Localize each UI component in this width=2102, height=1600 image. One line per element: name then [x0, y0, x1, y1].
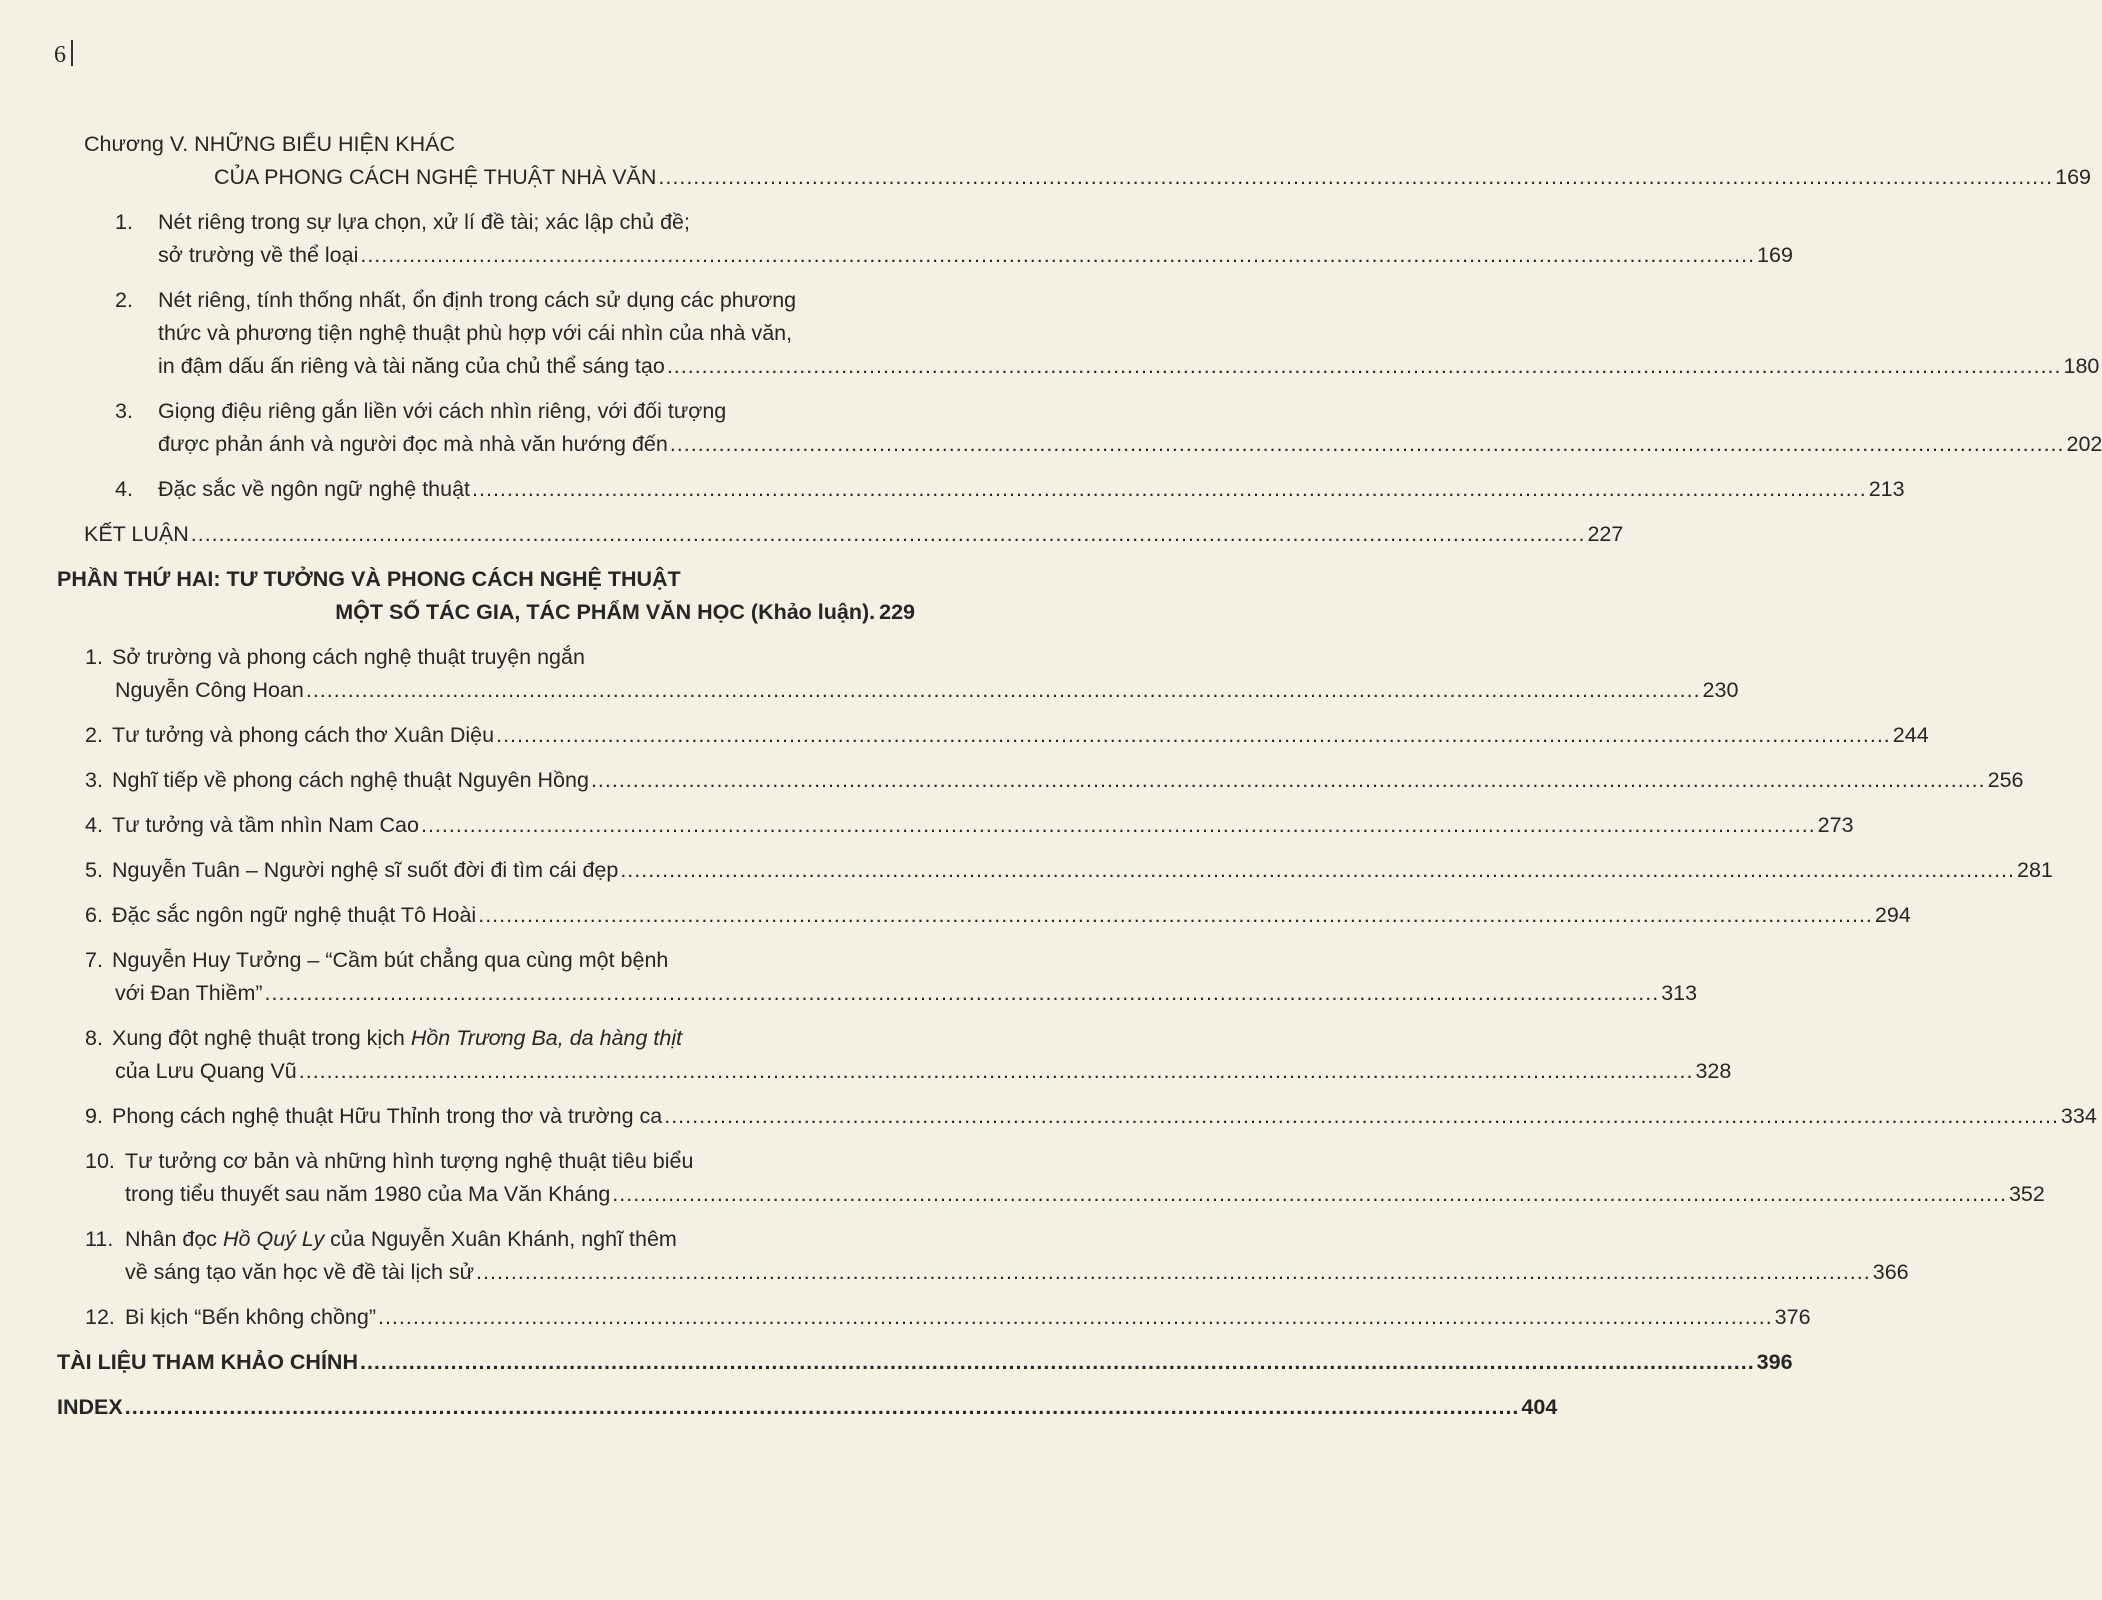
toc-page-number: 169	[1757, 243, 1793, 267]
toc-entry[interactable]	[0, 719, 1929, 752]
toc-entry-title: INDEX	[57, 1395, 123, 1419]
toc-entry-title: Bi kịch “Bến không chồng”	[125, 1305, 376, 1329]
toc-page-number: 328	[1695, 1059, 1732, 1083]
toc-entry-line	[0, 1100, 2097, 1133]
toc-entry-line	[0, 944, 1000, 977]
toc-entry[interactable]	[0, 764, 2024, 797]
toc-entry-line	[0, 518, 1624, 551]
toc-page-number: 366	[1872, 1260, 1909, 1284]
toc-entry-number: 9.	[85, 1104, 103, 1128]
toc-entry[interactable]	[0, 395, 2102, 461]
toc-page-number: 244	[1892, 723, 1929, 747]
toc-entry-title: trong tiểu thuyết sau năm 1980 của Ma Văn Kháng	[125, 1182, 611, 1206]
dot-leader: ........................................................................................................................................................................................................	[476, 1260, 1871, 1284]
toc-entry-line	[0, 1145, 1000, 1178]
toc-entry-title: in đậm dấu ấn riêng và tài năng của chủ thể sáng tạo	[158, 354, 665, 378]
toc-entry-number: 6.	[85, 903, 103, 927]
toc-entry[interactable]	[0, 1022, 1732, 1088]
toc-entry-line	[0, 674, 1739, 707]
toc-entry-line	[0, 239, 1793, 272]
toc-entry-line	[0, 350, 2100, 383]
toc-entry-title: TÀI LIỆU THAM KHẢO CHÍNH	[57, 1350, 358, 1374]
dot-leader: ........................................................................................................................................................................................................	[264, 981, 1660, 1005]
toc-page-number: 230	[1702, 678, 1739, 702]
toc-entry-title: Đặc sắc ngôn ngữ nghệ thuật Tô Hoài	[112, 903, 477, 927]
toc-entry-number: 1.	[115, 210, 133, 234]
toc-page-number: 202	[2066, 432, 2102, 456]
page-number-rule	[71, 40, 73, 66]
toc-entry-line	[0, 809, 1854, 842]
dot-leader: ........................................................................................................................................................................................................	[669, 432, 2065, 456]
toc-entry-line	[0, 854, 2053, 887]
dot-leader: ........................................................................................................................................................................................................	[590, 768, 1986, 792]
toc-page-number: 313	[1661, 981, 1698, 1005]
toc-entry-line	[0, 1301, 1811, 1334]
table-of-contents	[0, 128, 2102, 1424]
toc-entry[interactable]	[0, 854, 2053, 887]
toc-entry[interactable]	[0, 944, 1698, 1010]
toc-entry-line	[0, 899, 1911, 932]
toc-entry-title: MỘT SỐ TÁC GIA, TÁC PHẨM VĂN HỌC (Khảo luận).	[335, 600, 876, 624]
toc-entry-title: Sở trường và phong cách nghệ thuật truyện ngắn	[112, 645, 585, 669]
toc-page-number: 256	[1987, 768, 2024, 792]
dot-leader: ........................................................................................................................................................................................................	[305, 678, 1701, 702]
toc-entry-line	[0, 1178, 2045, 1211]
toc-entry[interactable]	[0, 641, 1739, 707]
toc-page-number: 396	[1756, 1350, 1793, 1374]
dot-leader: ........................................................................................................................................................................................................	[472, 477, 1867, 501]
toc-entry[interactable]	[0, 1346, 1793, 1379]
toc-entry-title: sở trường về thể loại	[158, 243, 359, 267]
toc-entry-number: 1.	[85, 645, 103, 669]
toc-entry[interactable]	[0, 1301, 1811, 1334]
toc-entry-title: Chương V. NHỮNG BIỂU HIỆN KHÁC	[84, 132, 456, 156]
toc-entry-title: Đặc sắc về ngôn ngữ nghệ thuật	[158, 477, 471, 501]
toc-entry-line	[0, 1256, 1909, 1289]
toc-entry-line	[0, 1022, 1000, 1055]
italic-title: Hồn Trương Ba, da hàng thịt	[410, 1026, 683, 1050]
page-number-text: 6	[54, 42, 66, 68]
toc-entry[interactable]	[0, 809, 1854, 842]
toc-entry-line	[0, 161, 2091, 194]
toc-entry-title: được phản ánh và người đọc mà nhà văn hướng đến	[158, 432, 668, 456]
toc-entry-title: về sáng tạo văn học về đề tài lịch sử	[125, 1260, 475, 1284]
toc-entry-number: 2.	[85, 723, 103, 747]
toc-entry-title: Nguyễn Công Hoan	[115, 678, 304, 702]
toc-page-number: 169	[2055, 165, 2091, 189]
toc-entry-title: KẾT LUẬN	[84, 522, 189, 546]
toc-entry[interactable]	[0, 563, 1000, 629]
toc-entry-line	[0, 284, 1000, 317]
toc-entry-line	[0, 317, 1000, 350]
dot-leader: ........................................................................................................................................................................................................	[360, 243, 1756, 267]
toc-entry-title: Giọng điệu riêng gắn liền với cách nhìn riêng, với đối tượng	[158, 399, 727, 423]
toc-page-number: 334	[2060, 1104, 2097, 1128]
italic-title: Hồ Quý Ly	[223, 1227, 325, 1251]
dot-leader: ........................................................................................................................................................................................................	[666, 354, 2062, 378]
toc-entry-line	[0, 206, 1000, 239]
toc-page-number: 294	[1874, 903, 1911, 927]
toc-entry-title: PHẦN THỨ HAI: TƯ TƯỞNG VÀ PHONG CÁCH NGHỆ THUẬT	[57, 567, 681, 591]
toc-entry-title: Phong cách nghệ thuật Hữu Thỉnh trong thơ và trường ca	[112, 1104, 663, 1128]
toc-entry[interactable]	[0, 284, 2100, 383]
toc-entry-line	[0, 428, 2102, 461]
toc-entry-title: Xung đột nghệ thuật trong kịch Hồn Trương Ba, da hàng thịt	[112, 1026, 683, 1050]
toc-entry-number: 10.	[85, 1149, 115, 1173]
toc-entry-number: 11.	[85, 1227, 114, 1251]
toc-entry-line	[0, 1223, 1000, 1256]
dot-leader: ........................................................................................................................................................................................................	[377, 1305, 1773, 1329]
toc-entry-line	[0, 395, 1000, 428]
toc-entry-line	[0, 128, 1000, 161]
toc-entry-number: 3.	[85, 768, 103, 792]
page-number	[54, 40, 73, 69]
toc-entry-title: CỦA PHONG CÁCH NGHỆ THUẬT NHÀ VĂN	[214, 165, 657, 189]
toc-entry-line	[0, 641, 1000, 674]
toc-entry-line	[0, 1055, 1732, 1088]
toc-entry-title: Tư tưởng cơ bản và những hình tượng nghệ thuật tiêu biểu	[125, 1149, 694, 1173]
toc-entry-title: Tư tưởng và tầm nhìn Nam Cao	[112, 813, 419, 837]
toc-entry-number: 7.	[85, 948, 103, 972]
toc-entry-number: 8.	[85, 1026, 103, 1050]
toc-entry-line	[0, 1391, 1558, 1424]
toc-entry-title: của Lưu Quang Vũ	[115, 1059, 297, 1083]
dot-leader: ........................................................................................................................................................................................................	[612, 1182, 2007, 1206]
toc-entry-line	[0, 977, 1698, 1010]
toc-entry[interactable]	[0, 899, 1911, 932]
toc-entry-title: Nguyễn Huy Tưởng – “Cầm bút chẳng qua cùng một bệnh	[112, 948, 669, 972]
toc-page-number: 229	[879, 600, 915, 624]
toc-entry-title: Nét riêng trong sự lựa chọn, xử lí đề tài; xác lập chủ đề;	[158, 210, 690, 234]
dot-leader: ........................................................................................................................................................................................................	[124, 1395, 1520, 1419]
toc-entry[interactable]	[0, 1223, 1909, 1289]
dot-leader: ........................................................................................................................................................................................................	[359, 1350, 1755, 1374]
toc-entry[interactable]	[0, 1391, 1558, 1424]
toc-entry-line	[0, 596, 1000, 629]
toc-entry-title: với Đan Thiềm”	[115, 981, 263, 1005]
toc-entry-number: 4.	[85, 813, 103, 837]
toc-entry[interactable]	[0, 1145, 2045, 1211]
dot-leader: ........................................................................................................................................................................................................	[478, 903, 1873, 927]
dot-leader: ........................................................................................................................................................................................................	[664, 1104, 2059, 1128]
toc-page-number: 213	[1868, 477, 1905, 501]
toc-page-number: 376	[1774, 1305, 1811, 1329]
toc-entry-title: Nhân đọc Hồ Quý Ly của Nguyễn Xuân Khánh, nghĩ thêm	[125, 1227, 677, 1251]
toc-entry-number: 2.	[115, 288, 133, 312]
toc-page-number: 227	[1587, 522, 1624, 546]
toc-entry-line	[0, 764, 2024, 797]
toc-entry-line	[0, 719, 1929, 752]
toc-entry-number: 3.	[115, 399, 133, 423]
toc-entry-line	[0, 563, 1000, 596]
toc-entry[interactable]	[0, 206, 1793, 272]
toc-entry[interactable]	[0, 128, 2091, 194]
toc-page-number: 273	[1817, 813, 1854, 837]
toc-entry-line	[0, 1346, 1793, 1379]
toc-page-number: 352	[2008, 1182, 2045, 1206]
toc-entry-number: 12.	[85, 1305, 115, 1329]
dot-leader: ........................................................................................................................................................................................................	[620, 858, 2015, 882]
toc-entry-number: 5.	[85, 858, 103, 882]
dot-leader: ........................................................................................................................................................................................................	[190, 522, 1586, 546]
toc-page-number: 180	[2063, 354, 2100, 378]
toc-entry-title: Nguyễn Tuân – Người nghệ sĩ suốt đời đi tìm cái đẹp	[112, 858, 619, 882]
dot-leader: ........................................................................................................................................................................................................	[496, 723, 1891, 747]
toc-entry[interactable]	[0, 1100, 2097, 1133]
toc-entry-title: Nghĩ tiếp về phong cách nghệ thuật Nguyên Hồng	[112, 768, 589, 792]
toc-entry[interactable]	[0, 473, 1905, 506]
dot-leader: ........................................................................................................................................................................................................	[658, 165, 2054, 189]
toc-entry-title: thức và phương tiện nghệ thuật phù hợp với cái nhìn của nhà văn,	[158, 321, 793, 345]
dot-leader: ........................................................................................................................................................................................................	[298, 1059, 1694, 1083]
dot-leader: ........................................................................................................................................................................................................	[420, 813, 1816, 837]
toc-page-number: 281	[2017, 858, 2053, 882]
toc-page-number: 404	[1521, 1395, 1558, 1419]
toc-entry[interactable]	[0, 518, 1624, 551]
toc-entry-line	[0, 473, 1905, 506]
toc-entry-title: Tư tưởng và phong cách thơ Xuân Diệu	[112, 723, 495, 747]
toc-entry-number: 4.	[115, 477, 133, 501]
toc-entry-title: Nét riêng, tính thống nhất, ổn định trong cách sử dụng các phương	[158, 288, 797, 312]
